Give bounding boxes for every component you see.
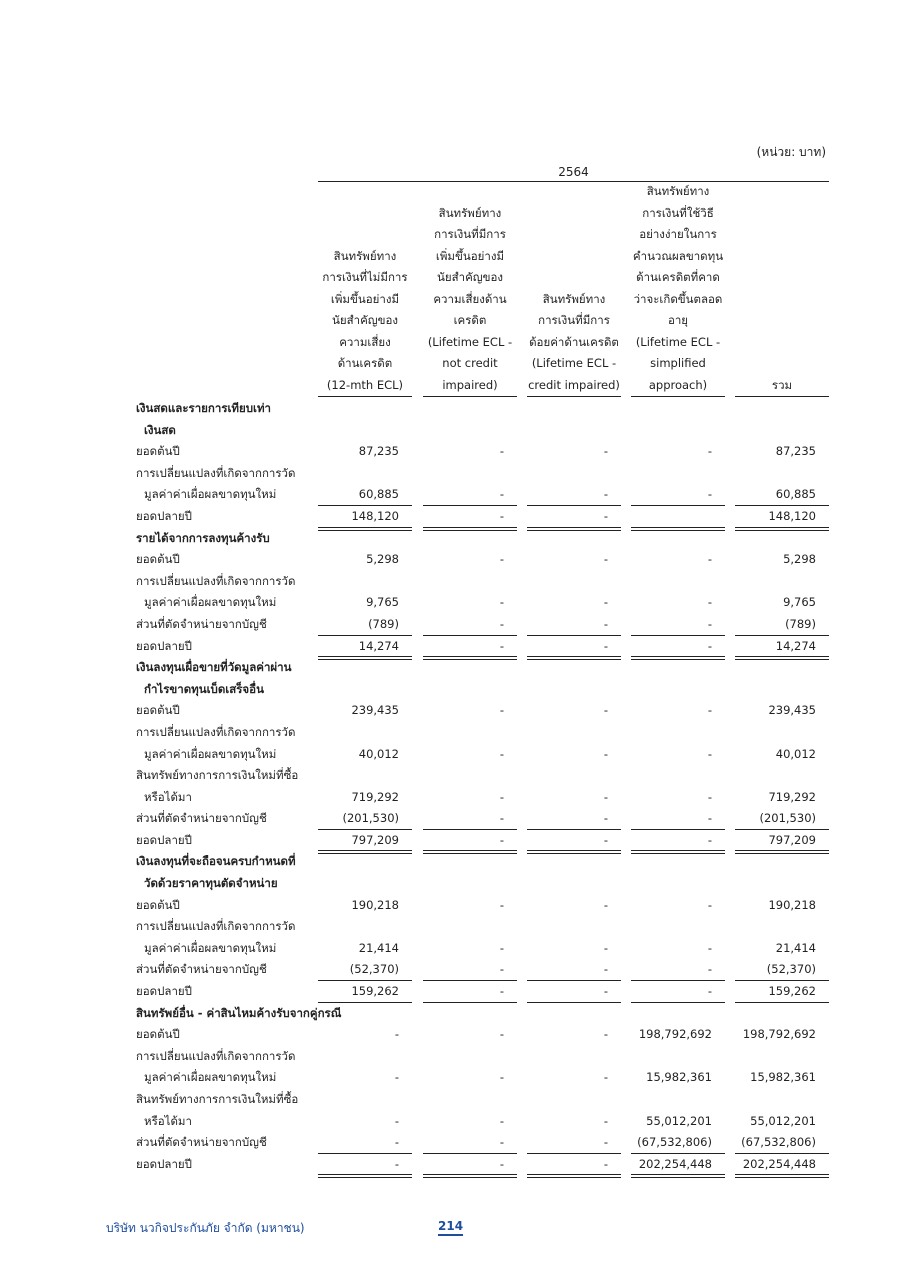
table-row: [136, 1046, 829, 1068]
table-cell: 87,235: [358, 444, 399, 459]
table-cell: [631, 506, 725, 528]
table-cell: 202,254,448: [631, 1154, 725, 1176]
table-row: [136, 981, 829, 1003]
table-cell: 797,209: [318, 830, 412, 852]
ecl-movement-table: [136, 398, 829, 1175]
table-cell: -: [603, 897, 608, 912]
column-header-lifetime-not-impaired: สินทรัพย์ทาง การเงินที่มีการ เพิ่มขึ้นอย่างมี นัยสำคัญของ ความเสี่ยงด้าน เครดิต (Lifetime ECL - not credit impaired): [423, 186, 517, 397]
table-cell: -: [499, 595, 504, 610]
table-cell: -: [499, 1027, 504, 1042]
row-label: ยอดปลายปี: [136, 638, 192, 653]
table-cell: (789): [735, 614, 829, 636]
row-label: การเปลี่ยนแปลงที่เกิดจากการวัด: [136, 724, 296, 739]
row-label: การเปลี่ยนแปลงที่เกิดจากการวัด: [136, 1048, 296, 1063]
row-label: หรือได้มา: [144, 789, 192, 804]
table-cell: -: [499, 746, 504, 761]
row-label: ยอดปลายปี: [136, 508, 192, 523]
table-cell: -: [394, 1027, 399, 1042]
column-header-12mth-ecl: สินทรัพย์ทาง การเงินที่ไม่มีการ เพิ่มขึ้นอย่างมี นัยสำคัญของ ความเสี่ยง ด้านเครดิต (12-mth ECL): [318, 186, 412, 397]
table-cell: 15,982,361: [646, 1070, 712, 1085]
table-cell: -: [318, 1154, 412, 1176]
table-cell: 198,792,692: [638, 1027, 712, 1042]
row-label: ยอดปลายปี: [136, 984, 192, 999]
table-row: [136, 1111, 829, 1133]
table-cell: 159,262: [318, 981, 412, 1003]
table-cell: 87,235: [775, 444, 816, 459]
table-row: [136, 571, 829, 593]
table-cell: -: [527, 1132, 621, 1154]
table-cell: 148,120: [735, 506, 829, 528]
table-cell: -: [631, 981, 725, 1003]
table-cell: -: [707, 595, 712, 610]
table-row: [136, 657, 829, 679]
table-cell: -: [499, 703, 504, 718]
table-cell: 60,885: [318, 484, 412, 506]
table-cell: -: [707, 789, 712, 804]
footer-company: บริษัท นวกิจประกันภัย จำกัด (มหาชน): [106, 1221, 305, 1235]
table-cell: -: [631, 808, 725, 830]
table-cell: -: [631, 484, 725, 506]
table-row: [136, 873, 829, 895]
table-row: [136, 722, 829, 744]
table-row: [136, 916, 829, 938]
row-label: มูลค่าค่าเผื่อผลขาดทุนใหม่: [144, 595, 277, 610]
table-row: [136, 463, 829, 485]
table-cell: 14,274: [735, 636, 829, 658]
table-row: [136, 636, 829, 658]
table-cell: 797,209: [735, 830, 829, 852]
table-cell: -: [499, 789, 504, 804]
column-header-total: รวม: [735, 186, 829, 397]
row-label: ส่วนที่ตัดจำหน่ายจากบัญชี: [136, 811, 267, 826]
table-cell: -: [423, 506, 517, 528]
section-heading: เงินสดและรายการเทียบเท่า: [136, 401, 272, 415]
table-cell: 55,012,201: [750, 1113, 816, 1128]
table-cell: -: [603, 552, 608, 567]
table-row: [136, 959, 829, 981]
table-row: [136, 506, 829, 528]
table-cell: 40,012: [775, 746, 816, 761]
table-cell: -: [423, 1154, 517, 1176]
table-cell: 9,765: [366, 595, 399, 610]
table-cell: -: [527, 1154, 621, 1176]
table-cell: 719,292: [351, 789, 399, 804]
table-cell: 198,792,692: [742, 1027, 816, 1042]
table-cell: -: [603, 940, 608, 955]
table-cell: 60,885: [735, 484, 829, 506]
table-cell: -: [707, 897, 712, 912]
table-row: [136, 1154, 829, 1176]
year-header: 2564: [558, 165, 589, 179]
table-row: [136, 1132, 829, 1154]
table-cell: -: [527, 830, 621, 852]
table-cell: -: [527, 484, 621, 506]
section-heading: รายได้จากการลงทุนค้างรับ: [136, 530, 270, 545]
table-row: [136, 1089, 829, 1111]
table-cell: (67,532,806): [631, 1132, 725, 1154]
table-cell: -: [527, 981, 621, 1003]
table-row: [136, 765, 829, 787]
table-row: [136, 1067, 829, 1089]
table-cell: 21,414: [775, 940, 816, 955]
row-label: ส่วนที่ตัดจำหน่ายจากบัญชี: [136, 616, 267, 631]
table-cell: -: [499, 897, 504, 912]
table-row: [136, 549, 829, 571]
table-row: [136, 484, 829, 506]
section-heading: เงินลงทุนที่จะถือจนครบกำหนดที่: [136, 854, 296, 869]
table-row: [136, 700, 829, 722]
table-cell: -: [527, 959, 621, 981]
section-heading: วัดด้วยราคาทุนตัดจำหน่าย: [144, 876, 278, 891]
column-header-lifetime-impaired: สินทรัพย์ทาง การเงินที่มีการ ด้อยค่าด้านเครดิต (Lifetime ECL - credit impaired): [527, 186, 621, 397]
row-label: ส่วนที่ตัดจำหน่ายจากบัญชี: [136, 1135, 267, 1150]
table-cell: 202,254,448: [735, 1154, 829, 1176]
table-cell: -: [603, 746, 608, 761]
table-row: [136, 1024, 829, 1046]
table-cell: -: [499, 1113, 504, 1128]
table-cell: (201,530): [735, 808, 829, 830]
row-label: สินทรัพย์ทางการการเงินใหม่ที่ซื้อ: [136, 1092, 299, 1106]
table-cell: -: [631, 830, 725, 852]
table-cell: 239,435: [768, 703, 816, 718]
table-row: [136, 808, 829, 830]
row-label: ยอดต้นปี: [136, 897, 180, 912]
table-cell: -: [423, 636, 517, 658]
row-label: ยอดต้นปี: [136, 444, 180, 459]
table-cell: -: [603, 1070, 608, 1085]
table-row: [136, 830, 829, 852]
table-cell: 190,218: [768, 897, 816, 912]
table-cell: -: [394, 1113, 399, 1128]
page-number: 214: [438, 1219, 463, 1236]
year-underline: [318, 181, 829, 182]
table-cell: -: [499, 552, 504, 567]
table-cell: -: [423, 808, 517, 830]
table-cell: -: [318, 1132, 412, 1154]
table-cell: 239,435: [351, 703, 399, 718]
table-row: [136, 398, 829, 420]
table-cell: -: [631, 959, 725, 981]
section-heading: เงินสด: [144, 422, 176, 437]
table-cell: -: [631, 636, 725, 658]
row-label: ยอดปลายปี: [136, 1156, 192, 1171]
row-label: สินทรัพย์ทางการการเงินใหม่ที่ซื้อ: [136, 768, 299, 783]
table-cell: -: [603, 1113, 608, 1128]
table-cell: 5,298: [366, 552, 399, 567]
table-cell: -: [527, 614, 621, 636]
row-label: ยอดต้นปี: [136, 552, 180, 567]
row-label: มูลค่าค่าเผื่อผลขาดทุนใหม่: [144, 746, 277, 761]
table-row: [136, 851, 829, 873]
table-cell: -: [707, 940, 712, 955]
table-cell: (52,370): [318, 959, 412, 981]
table-cell: 719,292: [768, 789, 816, 804]
row-label: ยอดต้นปี: [136, 703, 180, 718]
table-cell: -: [423, 830, 517, 852]
row-label: มูลค่าค่าเผื่อผลขาดทุนใหม่: [144, 940, 277, 955]
table-row: [136, 1003, 829, 1025]
table-cell: 9,765: [783, 595, 816, 610]
table-row: [136, 744, 829, 766]
table-row: [136, 614, 829, 636]
table-row: [136, 528, 829, 550]
table-cell: -: [707, 746, 712, 761]
table-cell: 148,120: [318, 506, 412, 528]
table-cell: -: [631, 614, 725, 636]
table-cell: 21,414: [358, 940, 399, 955]
table-cell: -: [707, 444, 712, 459]
table-cell: -: [603, 444, 608, 459]
table-cell: 15,982,361: [750, 1070, 816, 1085]
table-cell: (789): [318, 614, 412, 636]
table-cell: -: [423, 614, 517, 636]
table-cell: -: [527, 506, 621, 528]
section-heading: สินทรัพย์อื่น - ค่าสินไหมค้างรับจากคู่กรณี: [136, 1005, 342, 1020]
table-cell: -: [603, 595, 608, 610]
row-label: การเปลี่ยนแปลงที่เกิดจากการวัด: [136, 919, 296, 934]
table-cell: (52,370): [735, 959, 829, 981]
table-cell: 55,012,201: [646, 1113, 712, 1128]
table-row: [136, 592, 829, 614]
table-cell: (67,532,806): [735, 1132, 829, 1154]
table-cell: 40,012: [358, 746, 399, 761]
row-label: ยอดต้นปี: [136, 1027, 180, 1042]
table-cell: -: [707, 703, 712, 718]
table-cell: 190,218: [351, 897, 399, 912]
table-cell: -: [423, 1132, 517, 1154]
table-row: [136, 441, 829, 463]
table-row: [136, 787, 829, 809]
unit-label: (หน่วย: บาท): [756, 145, 826, 159]
table-cell: -: [603, 1027, 608, 1042]
row-label: หรือได้มา: [144, 1113, 192, 1128]
table-row: [136, 895, 829, 917]
column-header-simplified: สินทรัพย์ทาง การเงินที่ใช้วิธี อย่างง่ายในการ คำนวณผลขาดทุน ด้านเครดิตที่คาด ว่าจะเกิดขึ้นตลอด อายุ (Lifetime ECL - simplified approach): [631, 186, 725, 397]
table-cell: -: [423, 959, 517, 981]
table-cell: -: [499, 444, 504, 459]
table-cell: -: [707, 552, 712, 567]
table-cell: -: [423, 981, 517, 1003]
table-row: [136, 679, 829, 701]
section-heading: เงินลงทุนเผื่อขายที่วัดมูลค่าผ่าน: [136, 660, 292, 675]
table-cell: -: [499, 940, 504, 955]
table-cell: (201,530): [318, 808, 412, 830]
table-cell: 14,274: [318, 636, 412, 658]
row-label: ยอดปลายปี: [136, 832, 192, 847]
table-row: [136, 938, 829, 960]
table-cell: -: [527, 636, 621, 658]
table-cell: -: [603, 703, 608, 718]
row-label: มูลค่าค่าเผื่อผลขาดทุนใหม่: [144, 487, 277, 502]
table-cell: -: [394, 1070, 399, 1085]
table-cell: -: [423, 484, 517, 506]
table-row: [136, 420, 829, 442]
table-cell: 5,298: [783, 552, 816, 567]
table-cell: -: [499, 1070, 504, 1085]
row-label: การเปลี่ยนแปลงที่เกิดจากการวัด: [136, 573, 296, 588]
table-cell: -: [603, 789, 608, 804]
table-cell: 159,262: [735, 981, 829, 1003]
table-cell: -: [527, 808, 621, 830]
section-heading: กำไรขาดทุนเบ็ดเสร็จอื่น: [144, 681, 264, 696]
row-label: การเปลี่ยนแปลงที่เกิดจากการวัด: [136, 465, 296, 480]
row-label: ส่วนที่ตัดจำหน่ายจากบัญชี: [136, 962, 267, 977]
row-label: มูลค่าค่าเผื่อผลขาดทุนใหม่: [144, 1070, 277, 1085]
